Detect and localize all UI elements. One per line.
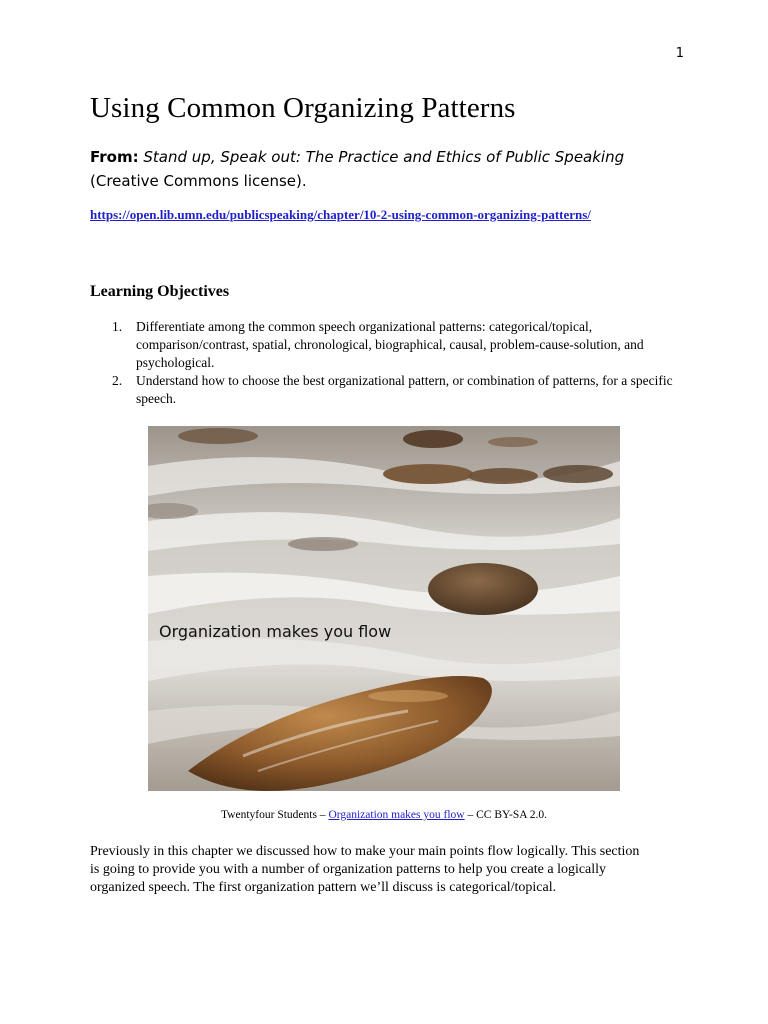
list-item-text: Differentiate among the common speech organizational patterns: categorical/topical, comparison/contrast, spatial, chronological, biographical, causal, problem-cause-solution, and psychological.: [136, 319, 644, 370]
list-item: [90, 318, 690, 372]
source-url-link[interactable]: https://open.lib.umn.edu/publicspeaking/chapter/10-2-using-common-organizing-patterns/: [90, 207, 591, 222]
page-number: 1: [675, 46, 684, 61]
caption-photo-link[interactable]: Organization makes you flow: [328, 809, 465, 821]
photo-overlay-text: Organization makes you flow: [159, 622, 392, 641]
list-item-number: 1.: [112, 319, 123, 334]
book-title: Stand up, Speak out: The Practice and Ethics of Public Speaking: [143, 148, 625, 166]
caption-license: – CC BY-SA 2.0.: [467, 809, 548, 821]
source-attribution: [90, 145, 690, 193]
body-paragraph: Previously in this chapter we discussed how to make your main points flow logically. This section is going to provide you with a number of organization patterns to help you create a logically organized speech. The first organization pattern we’ll discuss is categorical/topical.: [90, 844, 640, 895]
license-text: (Creative Commons license).: [90, 172, 307, 190]
list-item-text: Understand how to choose the best organizational pattern, or combination of patterns, for a specific speech.: [136, 373, 673, 406]
list-item-number: 2.: [112, 373, 123, 388]
from-label: From:: [90, 148, 139, 166]
river-photo-illustration: [148, 426, 620, 791]
figure-caption: [0, 809, 768, 821]
learning-objectives-heading: Learning Objectives: [90, 283, 230, 300]
learning-objectives-list: [90, 318, 690, 408]
document-title: Using Common Organizing Patterns: [90, 92, 516, 124]
caption-author: Twentyfour Students –: [220, 809, 326, 821]
list-item: [90, 372, 690, 408]
river-rocks-photo: [148, 426, 620, 791]
